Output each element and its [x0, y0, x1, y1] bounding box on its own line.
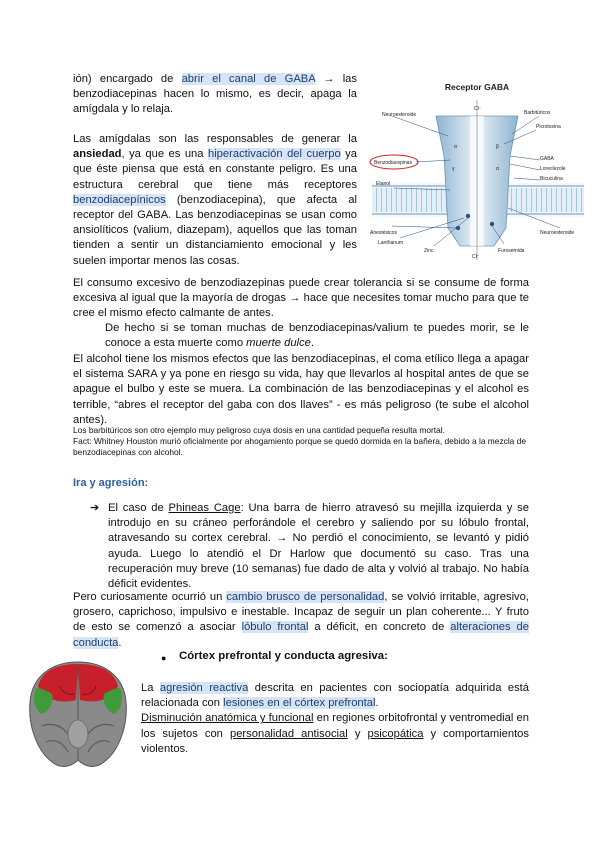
figure-label: α — [454, 144, 457, 150]
figure-label: α — [496, 166, 499, 172]
gaba-receptor-diagram — [364, 78, 590, 264]
figure-label: Benzodiacepinas — [374, 160, 413, 166]
intro-paragraph: ión) encargado de abrir el canal de GABA → las benzodiacepinas hacen lo mismo, es decir, apaga la amígdala y lo relaja. — [73, 73, 357, 116]
figure-title: Receptor GABA — [444, 82, 510, 92]
bullet-arrow: ➔ — [90, 502, 100, 514]
figure-label: GABA — [540, 156, 554, 162]
brain-image — [22, 656, 134, 774]
consumo-paragraph: El consumo excesivo de benzodiazepinas puede crear tolerancia si se consume de forma excesiva al igual que la mayoría de drogas → hace que necesites tomar mucho para que te cree el mismo efecto calmante de antes. — [73, 277, 529, 320]
phineas-paragraph: El caso de Phineas Cage: Una barra de hierro atravesó su mejilla izquierda y se introdujo en su cráneo perforándole el cerebro y saliendo por su lóbulo frontal, atravesando su cortex cerebral. → No perdió el conocimiento, se levantó y pidió ayuda. Luego lo atendió el Dr Harlow que documentó su caso. Tras una recuperación muy breve (10 semanas) fue dado de alta y volvió al trabajo. No había déficit evidentes. — [108, 502, 529, 591]
figure-label: Picrotoxina — [536, 124, 561, 130]
figure-label: Neuroesteroide — [382, 112, 417, 118]
figure-label: Barbitúricos — [524, 110, 551, 116]
figure-label: γ — [452, 166, 455, 172]
note-whitney: Fact: Whitney Houston murió oficialmente por ahogamiento porque se quedó dormida en la bañera, debido a la mezcla de benzodiacepinas con alcohol. — [73, 436, 526, 457]
figure-label: Loreclezole — [540, 166, 566, 172]
note-barbituricos: Los barbitúricos son otro ejemplo muy peligroso cuya dosis en una cantidad pequeña resulta mortal. — [73, 425, 445, 435]
cortex-paragraph: La agresión reactiva descrita en pacientes con sociopatía adquirida está relacionada con lesiones en el córtex prefrontal. Disminución anatómica y funcional en regiones orbitofrontal y ventromedial en los sujetos con personalidad antisocial y psicopática y comportamientos violentos. — [141, 682, 529, 755]
figure-label: Neuroesteroide — [540, 230, 575, 236]
figure-label: Lanthanum — [378, 240, 404, 246]
binding-site — [466, 214, 470, 218]
figure-label: Cl⁻ — [472, 254, 480, 260]
gaba-receptor-figure — [364, 78, 590, 264]
highlight: abrir el canal de GABA — [181, 73, 316, 85]
figure-label: Cl⁻ — [474, 106, 482, 112]
bullet-dot: ● — [161, 653, 167, 663]
figure-label: Etanol — [376, 181, 391, 187]
binding-site — [490, 222, 494, 226]
figure-label: Bicuculina — [540, 176, 563, 182]
figure-label: Furosemida — [498, 248, 525, 254]
amygdala-paragraph: Las amígdalas son las responsables de generar la ansiedad, ya que es una hiperactivación del cuerpo ya que éste piensa que está en constante peligro. Es una estructura cerebral que tiene más receptores benzodiacepínicos (benzodiacepina), que afecta al receptor del GABA. Las benzodiacepinas se usan como ansiolíticos (valium, diazepam), aquellos que las toman tienden a sentir un distanciamiento emocional y les suelen importar menos las cosas. — [73, 133, 357, 267]
cortex-heading: Córtex prefrontal y conducta agresiva: — [179, 650, 388, 662]
muerte-dulce-paragraph: De hecho si se toman muchas de benzodiacepinas/valium te puedes morir, se le conoce a esta muerte como muerte dulce. — [105, 322, 529, 350]
figure-label: β — [496, 144, 499, 150]
figure-label: Anestésicos — [370, 230, 397, 236]
figure-label: Zinc — [424, 248, 434, 254]
alcohol-paragraph: El alcohol tiene los mismos efectos que las benzodiacepinas, el coma etílico llega a apagar el sistema SARA y ya pone en riesgo su vida, hay que llevarlos al hospital antes de que se apague el bulbo y este se muera. La combinación de las benzodiacepinas y el alcohol es terrible, “abres el receptor del gaba con dos llaves” - es más peligroso (te sube el alcohol antes). — [73, 353, 529, 426]
brain-illustration — [22, 656, 134, 774]
personalidad-paragraph: Pero curiosamente ocurrió un cambio brusco de personalidad, se volvió irritable, agresivo, grosero, caprichoso, impulsivo e inestable. Incapaz de seguir un plan coherente... Y fruto de esto se comenzó a asociar lóbulo frontal a déficit, en concreto de alteraciones de conducta. — [73, 591, 529, 649]
section-heading-ira: Ira y agresión: — [73, 477, 149, 489]
